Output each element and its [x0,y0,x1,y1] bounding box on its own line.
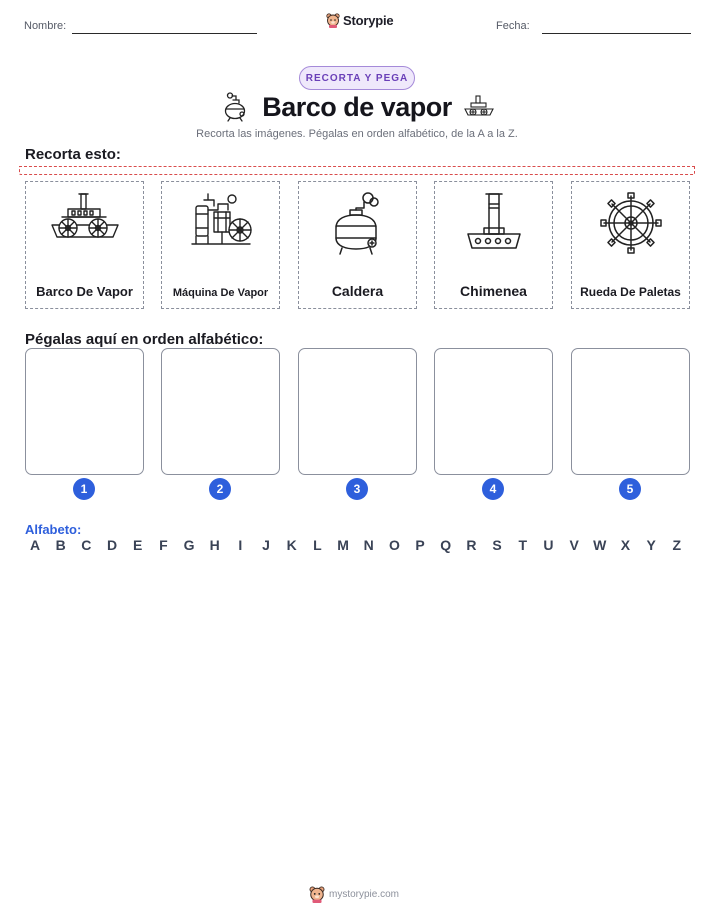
alphabet-letter: R [466,537,477,553]
alphabet-letter: N [363,537,374,553]
activity-tag: RECORTA Y PEGA [299,66,415,90]
paste-box-3[interactable] [298,348,417,475]
card-label: Máquina De Vapor [172,287,269,299]
cut-card-paddle-wheel[interactable] [571,181,690,309]
smokestack-icon [464,190,524,256]
steam-engine-icon [188,190,254,254]
brand-name: Storypie [343,13,394,28]
date-label: Fecha: [496,20,530,32]
footer-url[interactable]: mystorypie.com [329,889,400,900]
alphabet-letter: Z [672,537,682,553]
alphabet-letter: F [159,537,168,553]
cut-line [19,166,695,175]
alphabet-letter: A [29,537,41,553]
alphabet-letter: V [569,537,579,553]
alphabet-letter: T [518,537,528,553]
alphabet-letter: U [543,537,554,553]
paste-section-title: Pégalas aquí en orden alfabético: [25,331,264,348]
instructions: Recorta las imágenes. Pégalas en orden alfabético, de la A a la Z. [196,128,518,140]
alphabet-letter: I [238,537,243,553]
cut-card-boiler[interactable] [298,181,417,309]
alphabet-letter: Q [440,537,452,553]
alphabet-letter: S [492,537,502,553]
alphabet-letter: K [286,537,297,553]
paste-box-4[interactable] [434,348,553,475]
alphabet-letter: D [106,537,118,553]
alphabet-letter: Y [646,537,656,553]
brand-logo [326,13,393,28]
alphabet-row [25,537,687,553]
bear-icon [326,13,340,28]
number-badge-4: 4 [482,478,504,500]
alphabet-letter: B [55,537,66,553]
card-label: Chimenea [460,283,527,299]
card-label: Rueda De Paletas [580,285,681,299]
cut-card-steam-engine[interactable] [161,181,280,309]
cut-card-steamboat[interactable] [25,181,144,309]
alphabet-letter: P [415,537,425,553]
alphabet-letter: L [313,537,322,553]
alphabet-letter: X [620,537,631,553]
card-label: Caldera [331,283,384,299]
alphabet-title: Alfabeto: [25,522,82,537]
page-title: Barco de vapor [262,92,452,122]
steamboat-icon [48,190,122,250]
paste-box-5[interactable] [571,348,690,475]
alphabet-letter: E [133,537,143,553]
number-badge-1: 1 [73,478,95,500]
alphabet-letter: O [388,537,400,553]
number-badge-5: 5 [619,478,641,500]
date-line[interactable] [542,33,691,34]
number-badge-2: 2 [209,478,231,500]
card-label: Barco De Vapor [36,284,133,299]
steamboat-icon [462,95,496,119]
name-label: Nombre: [24,20,67,32]
alphabet-letter: M [337,537,349,553]
paste-box-2[interactable] [161,348,280,475]
paddle-wheel-icon [598,190,664,256]
name-line[interactable] [72,33,257,34]
alphabet-letter: G [183,537,195,553]
number-badge-3: 3 [346,478,368,500]
paste-box-1[interactable] [25,348,144,475]
alphabet-letter: C [81,537,92,553]
alphabet-letter: W [593,537,607,553]
bear-icon [309,886,325,903]
boiler-icon [330,190,386,256]
alphabet-letter: H [209,537,220,553]
cut-card-smokestack[interactable] [434,181,553,309]
footer [309,886,399,903]
cut-section-title: Recorta esto: [25,146,121,163]
alphabet-letter: J [262,537,270,553]
